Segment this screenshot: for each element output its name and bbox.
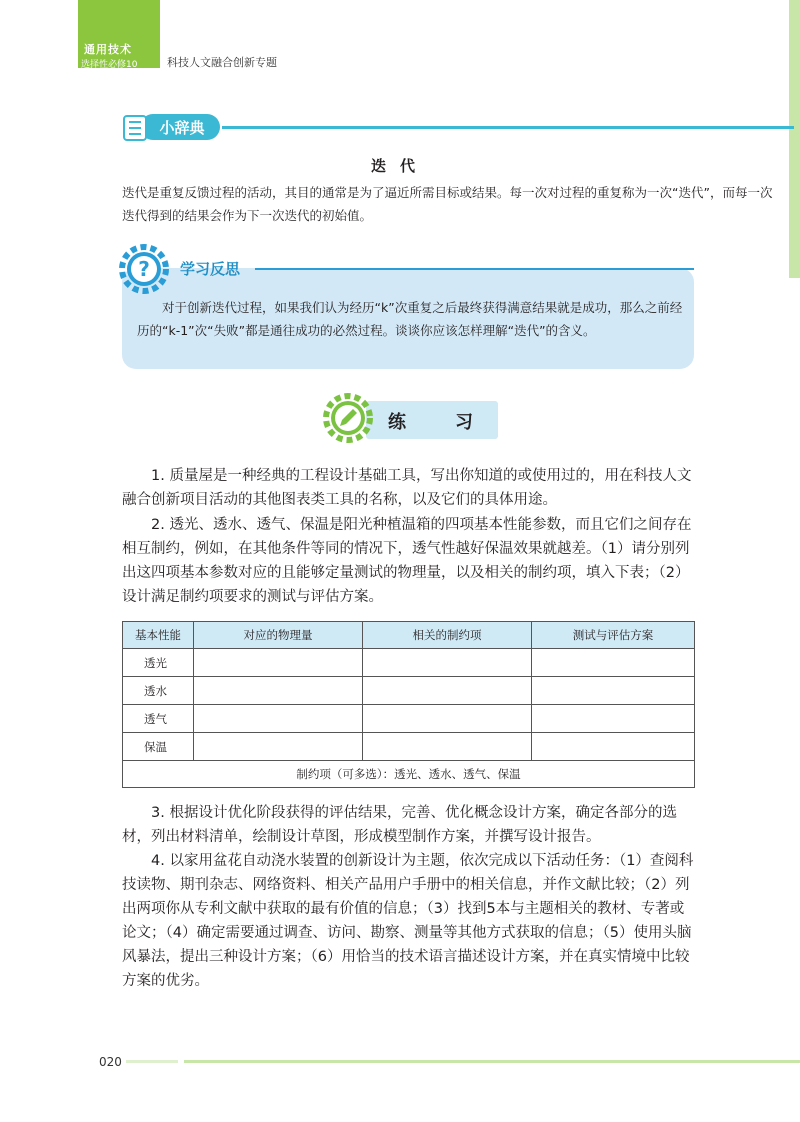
question-mark-glyph: ? (138, 257, 150, 281)
exercise-label-2: 习 (455, 412, 473, 433)
book-title: 科技人文融合创新专题 (167, 56, 277, 69)
answer-cell (194, 733, 363, 761)
footer-bar (184, 1060, 800, 1063)
performance-table (122, 621, 695, 788)
dictionary-term: 迭代 (370, 157, 429, 175)
exercise-banner (366, 401, 498, 439)
dictionary-rule (222, 126, 794, 129)
question-4: 4. 以家用盆花自动浇水装置的创新设计为主题，依次完成以下活动任务：（1）查阅科技读物、期刊杂志、网络资料、相关产品用户手册中的相关信息，并作文献比较；（2）列出两项你从专利文献中获取的最有价值的信息；（3）找到5本与主题相关的教材、专著或论文；（4）确定需要通过调查、访问、勘察、测量等其他方式获取的信息；（5）使用头脑风暴法，提出三种设计方案；（6）用恰当的技术语言描述设计方案，并在真实情境中比较方案的优劣。 (122, 853, 694, 989)
row-label: 透气 (123, 705, 194, 733)
table-header-cell: 基本性能 (123, 622, 194, 649)
table-header-cell: 相关的制约项 (363, 622, 532, 649)
exercise-label-1: 练 (388, 412, 406, 433)
answer-cell (532, 649, 695, 677)
answer-cell (532, 677, 695, 705)
table-row (123, 705, 695, 733)
row-label: 保温 (123, 733, 194, 761)
table-header-cell: 对应的物理量 (194, 622, 363, 649)
answer-cell (532, 705, 695, 733)
reflection-rule (255, 268, 694, 270)
series-title: 通用技术 (84, 43, 132, 56)
answer-cell (363, 677, 532, 705)
question-1: 1. 质量屋是一种经典的工程设计基础工具，写出你知道的或使用过的，用在科技人文融合创新项目活动的其他图表类工具的名称，以及它们的具体用途。 (122, 468, 692, 508)
answer-cell (194, 649, 363, 677)
table-row (123, 649, 695, 677)
question-3: 3. 根据设计优化阶段获得的评估结果，完善、优化概念设计方案，确定各部分的选材，列出材料清单，绘制设计草图，形成模型制作方案，并撰写设计报告。 (122, 805, 677, 845)
table-footer: 制约项（可多选）：透光、透水、透气、保温 (123, 761, 695, 788)
volume-title: 选择性必修10 (81, 60, 138, 70)
row-label: 透水 (123, 677, 194, 705)
footer-bar-light (126, 1060, 178, 1063)
table-row (123, 677, 695, 705)
right-edge-strip (789, 0, 800, 278)
dictionary-badge (122, 110, 222, 144)
answer-cell (363, 649, 532, 677)
question-gear-icon (119, 244, 169, 294)
answer-cell (194, 677, 363, 705)
table-footer-row (123, 761, 695, 788)
table-header-row (123, 622, 695, 649)
table-row (123, 733, 695, 761)
reflection-text: 对于创新迭代过程，如果我们认为经历“k”次重复之后最终获得满意结果就是成功，那么之前经历的“k-1”次“失败”都是通往成功的必然过程。谈谈你应该怎样理解“迭代”的含义。 (137, 300, 683, 338)
page-number: 020 (99, 1055, 122, 1069)
question-2: 2. 透光、透水、透气、保温是阳光种植温箱的四项基本性能参数，而且它们之间存在相互制约，例如，在其他条件等同的情况下，透气性越好保温效果就越差。（1）请分别列出这四项基本参数对应的且能够定量测试的物理量，以及相关的制约项，填入下表；（2）设计满足制约项要求的测试与评估方案。 (122, 517, 692, 605)
reflection-label: 学习反思 (180, 260, 241, 278)
dictionary-badge-label: 小辞典 (159, 119, 205, 137)
pencil-gear-icon (323, 393, 373, 443)
dictionary-text: 迭代是重复反馈过程的活动，其目的通常是为了逼近所需目标或结果。每一次对过程的重复称为一次“迭代”，而每一次迭代得到的结果会作为下一次迭代的初始值。 (122, 185, 773, 223)
answer-cell (532, 733, 695, 761)
answer-cell (194, 705, 363, 733)
answer-cell (363, 705, 532, 733)
row-label: 透光 (123, 649, 194, 677)
table-header-cell: 测试与评估方案 (532, 622, 695, 649)
answer-cell (363, 733, 532, 761)
